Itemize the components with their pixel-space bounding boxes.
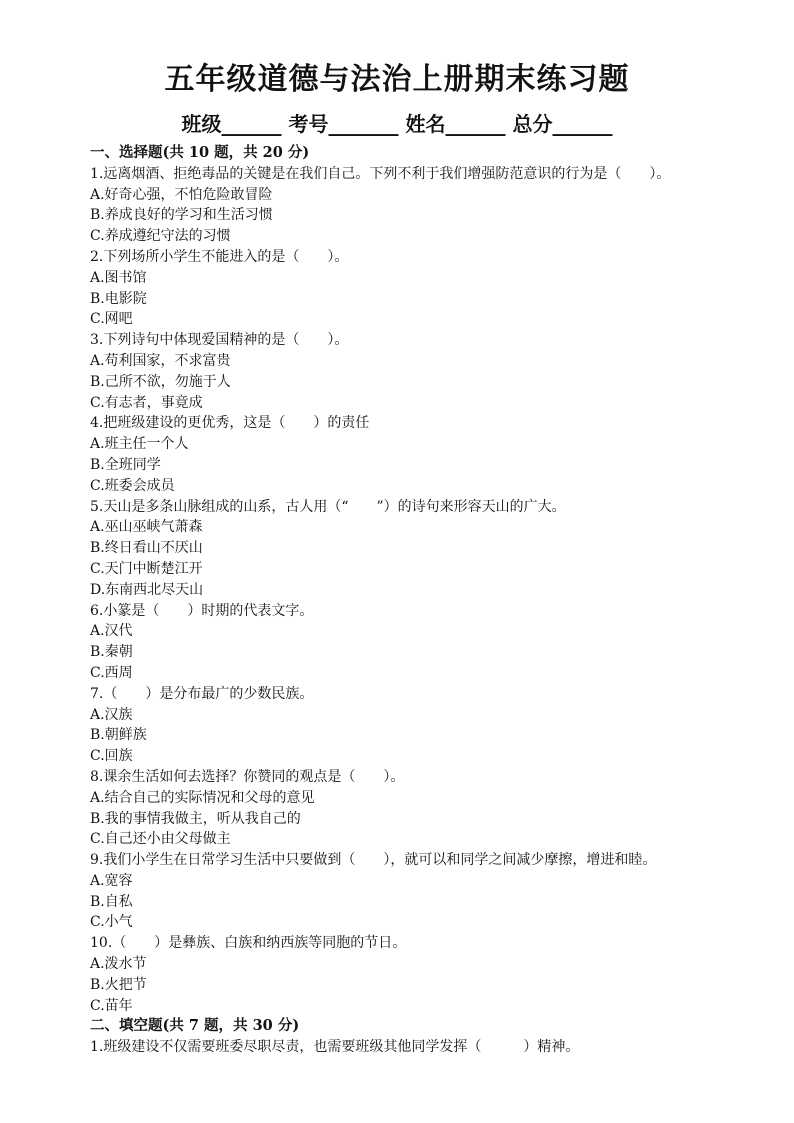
answer-option[interactable]: C.网吧	[90, 311, 133, 328]
question-stem: 1.班级建设不仅需要班委尽职尽责，也需要班级其他同学发挥（ ）精神。	[90, 1039, 580, 1056]
exam-number-blank[interactable]: _______	[328, 112, 399, 136]
question	[90, 164, 770, 247]
question	[90, 767, 770, 850]
answer-option[interactable]: B.朝鲜族	[90, 727, 147, 744]
answer-option[interactable]: A.班主任一个人	[90, 436, 189, 453]
exam-number-label: 考号	[288, 112, 329, 136]
answer-option[interactable]: B.电影院	[90, 290, 147, 307]
question-stem: 6.小篆是（ ）时期的代表文字。	[90, 602, 314, 619]
question	[90, 413, 770, 496]
section-heading-fill-in: 二、填空题(共 7 题，共 30 分)	[90, 1017, 300, 1035]
page-title: 五年级道德与法治上册期末练习题	[164, 62, 630, 97]
answer-option[interactable]: B.火把节	[90, 976, 147, 993]
answer-option[interactable]: A.图书馆	[90, 269, 147, 286]
answer-option[interactable]: A.巫山巫峡气萧森	[90, 519, 203, 536]
answer-option[interactable]: C.西周	[90, 664, 133, 681]
question-stem: 3.下列诗句中体现爱国精神的是（ ）。	[90, 332, 349, 349]
answer-option[interactable]: A.好奇心强，不怕危险敢冒险	[90, 186, 273, 203]
answer-option[interactable]: D.东南西北尽天山	[90, 581, 204, 598]
answer-option[interactable]: C.天门中断楚江开	[90, 560, 203, 577]
answer-option[interactable]: C.小气	[90, 914, 133, 931]
answer-option[interactable]: C.有志者，事竟成	[90, 394, 203, 411]
answer-option[interactable]: B.全班同学	[90, 456, 161, 473]
class-label: 班级	[181, 112, 222, 136]
answer-option[interactable]: B.养成良好的学习和生活习惯	[90, 207, 273, 224]
answer-option[interactable]: A.汉代	[90, 623, 133, 640]
question	[90, 850, 770, 933]
answer-option[interactable]: B.终日看山不厌山	[90, 540, 203, 557]
section-heading-choice: 一、选择题(共 10 题，共 20 分)	[90, 144, 310, 161]
name-blank[interactable]: ______	[445, 112, 506, 136]
question-stem: 4.把班级建设的更优秀，这是（ ）的责任	[90, 415, 370, 432]
total-score-label: 总分	[512, 112, 553, 136]
question-stem: 10.（ ）是彝族、白族和纳西族等同胞的节日。	[90, 935, 407, 952]
answer-option[interactable]: C.班委会成员	[90, 477, 175, 494]
answer-option[interactable]: A.汉族	[90, 706, 133, 723]
exam-content	[90, 143, 770, 1058]
question	[90, 601, 770, 684]
answer-option[interactable]: C.苗年	[90, 997, 133, 1014]
question-stem: 2.下列场所小学生不能进入的是（ ）。	[90, 248, 349, 265]
question	[90, 933, 770, 1016]
class-blank[interactable]: ______	[221, 112, 282, 136]
answer-option[interactable]: A.泼水节	[90, 956, 147, 973]
answer-option[interactable]: C.自己还小由父母做主	[90, 831, 231, 848]
question-stem: 9.我们小学生在日常学习生活中只要做到（ ），就可以和同学之间减少摩擦，增进和睦。	[90, 852, 657, 869]
answer-option[interactable]: C.养成遵纪守法的习惯	[90, 228, 231, 245]
question	[90, 684, 770, 767]
total-score-blank[interactable]: ______	[552, 112, 613, 136]
question	[90, 497, 770, 601]
answer-option[interactable]: C.回族	[90, 748, 133, 765]
answer-option[interactable]: B.自私	[90, 893, 133, 910]
question-stem: 1.远离烟酒、拒绝毒品的关键是在我们自己。下列不利于我们增强防范意识的行为是（ ）。	[90, 165, 671, 182]
answer-option[interactable]: B.我的事情我做主，听从我自己的	[90, 810, 301, 827]
answer-option[interactable]: B.秦朝	[90, 644, 133, 661]
question-stem: 5.天山是多条山脉组成的山系，古人用（“ ”）的诗句来形容天山的广大。	[90, 498, 566, 515]
question-stem: 7.（ ）是分布最广的少数民族。	[90, 685, 314, 702]
answer-option[interactable]: A.苟利国家，不求富贵	[90, 352, 231, 369]
question	[90, 330, 770, 413]
question	[90, 247, 770, 330]
question-stem: 8.课余生活如何去选择？你赞同的观点是（ ）。	[90, 768, 405, 785]
name-label: 姓名	[405, 112, 446, 136]
answer-option[interactable]: B.己所不欲，勿施于人	[90, 373, 231, 390]
answer-option[interactable]: A.宽容	[90, 872, 133, 889]
student-info-line	[0, 110, 794, 138]
answer-option[interactable]: A.结合自己的实际情况和父母的意见	[90, 789, 315, 806]
